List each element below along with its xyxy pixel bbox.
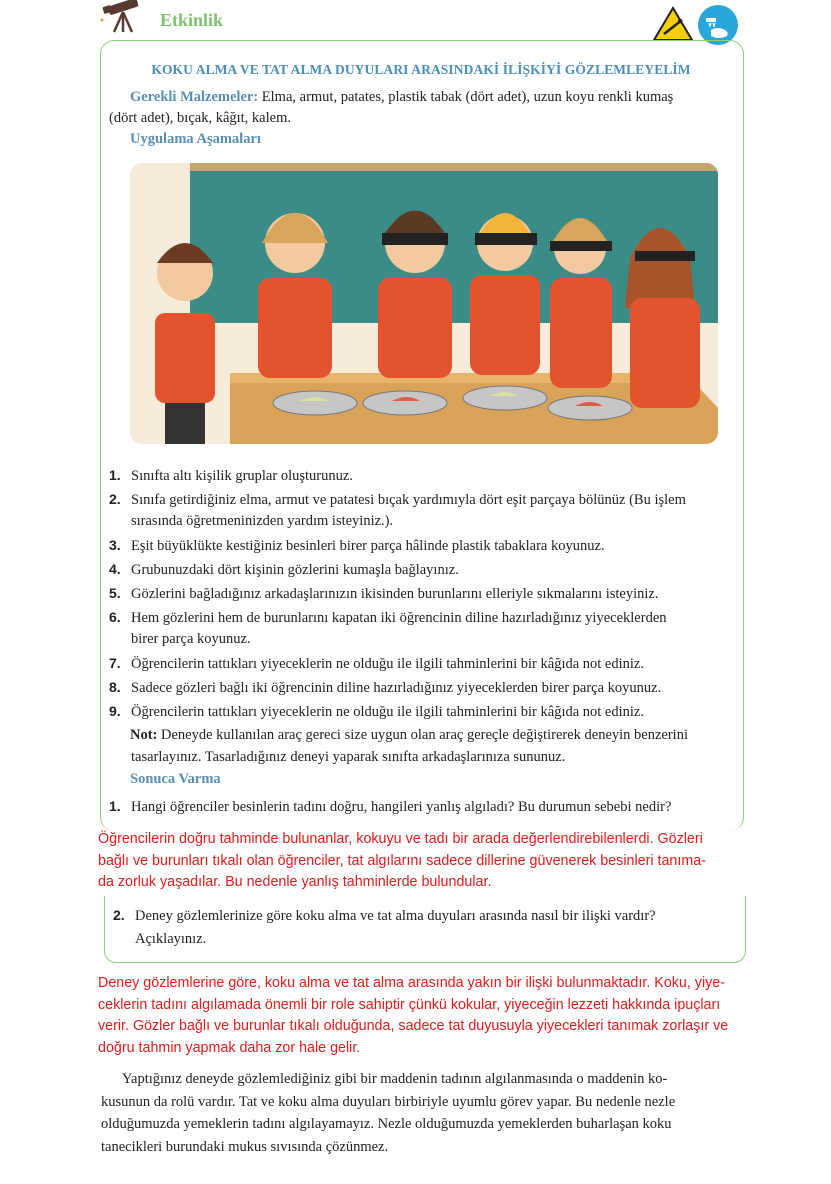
- list-item: 2. Sınıfa getirdiğiniz elma, armut ve patatesi bıçak yardımıyla dört eşit parçaya bölünüz (Bu işlem: [109, 491, 686, 508]
- list-item-cont: birer parça koyunuz.: [131, 631, 251, 647]
- question-one: 1. Hangi öğrenciler besinlerin tadını doğru, hangileri yanlış algıladı? Bu durumun sebebi nedir?: [109, 798, 672, 815]
- closing-paragraph: Yaptığınız deneyde gözlemlediğiniz gibi bir maddenin tadının algılanmasında o maddenin ko- kusunun da rolü vardır. Tat ve koku alma duyuları birbiriyle uyumlu görev yapar. Bu nedenle nezle olduğumuzda yemeklerin tadını algılayamayız. Nezle olduğumuzda yemeklerden buharlaşan koku tanecikleri burundaki mukus sıvısında çözünmez.: [101, 1071, 676, 1155]
- list-item-cont: sırasında öğretmeninizden yardım isteyiniz.).: [131, 513, 394, 529]
- materials-paragraph-cont: (dört adet), bıçak, kâğıt, kalem.: [109, 110, 291, 126]
- materials-text: Elma, armut, patates, plastik tabak (dört adet), uzun koyu renkli kumaş: [258, 89, 674, 105]
- list-item: 1. Sınıfta altı kişilik gruplar oluşturunuz.: [109, 467, 353, 484]
- activity-title: KOKU ALMA VE TAT ALMA DUYULARI ARASINDAKİ İLİŞKİYİ GÖZLEMLEYELİM: [151, 62, 691, 77]
- answer-two: Deney gözlemlerine göre, koku alma ve tat alma arasında yakın bir ilişki bulunmaktadır. Koku, yiye- ceklerin tadını algılamada önemli bir role sahiptir çünkü kokular, yiyeceğin lezzeti hakkında ipuçları verir. Gözler bağlı ve burunlar tıkalı olduğunda, sadece tat duyusuyla yiyecekleri tanımak zorlaşır ve doğru tahmin yapmak daha zor hale gelir.: [98, 975, 729, 1056]
- list-item: 3. Eşit büyüklükte kestiğiniz besinleri birer parça hâlinde plastik tabaklara koyunuz.: [109, 537, 605, 554]
- list-item: 8. Sadece gözleri bağlı iki öğrencinin diline hazırladığınız yiyeceklerden birer parça koyunuz.: [109, 679, 662, 696]
- answer-one: Öğrencilerin doğru tahminde bulunanlar, kokuyu ve tadı bir arada değerlendirebilenlerdi. Gözleri bağlı ve burunları tıkalı olan öğrenciler, tat algılarını sadece dillerine güvenerek besinleri tanıma- da zorluk yaşadılar. Bu nedenle yanlış tahminlerde bulundular.: [98, 831, 706, 890]
- materials-paragraph: [130, 86, 740, 108]
- steps-heading: Uygulama Aşamaları: [130, 131, 261, 147]
- list-item: 6. Hem gözlerini hem de burunlarını kapatan iki öğrencinin diline hazırladığınız yiyeceklerden: [109, 609, 667, 626]
- classroom-illustration: [130, 163, 718, 444]
- list-item: 9. Öğrencilerin tattıkları yiyeceklerin ne olduğu ile ilgili tahminlerini bir kâğıda not ediniz.: [109, 703, 644, 720]
- note-label: Not:: [130, 727, 158, 743]
- list-item: 5. Gözlerini bağladığınız arkadaşlarınızın ikisinden burunlarını elleriyle sıkmalarını isteyiniz.: [109, 585, 659, 602]
- activity-header-title: Etkinlik: [160, 10, 224, 30]
- list-item: 7. Öğrencilerin tattıkları yiyeceklerin ne olduğu ile ilgili tahminlerini bir kâğıda not ediniz.: [109, 655, 644, 672]
- conclusion-heading: Sonuca Varma: [130, 771, 221, 787]
- note-paragraph-cont: tasarlayınız. Tasarladığınız deneyi yaparak sınıfta arkadaşlarınıza sununuz.: [131, 749, 566, 765]
- materials-label: Gerekli Malzemeler:: [130, 89, 259, 105]
- question-two: 2. Deney gözlemlerinize göre koku alma ve tat alma duyuları arasında nasıl bir ilişki vardır?: [113, 907, 656, 924]
- question-two-cont: Açıklayınız.: [135, 931, 207, 947]
- list-item: 4. Grubunuzdaki dört kişinin gözlerini kumaşla bağlayınız.: [109, 561, 459, 578]
- warning-triangle-icon: [652, 6, 694, 42]
- note-paragraph: Not: Deneyde kullanılan araç gereci size uygun olan araç gereçle değiştirerek deneyin benzerini: [130, 727, 688, 743]
- telescope-icon: [100, 0, 146, 34]
